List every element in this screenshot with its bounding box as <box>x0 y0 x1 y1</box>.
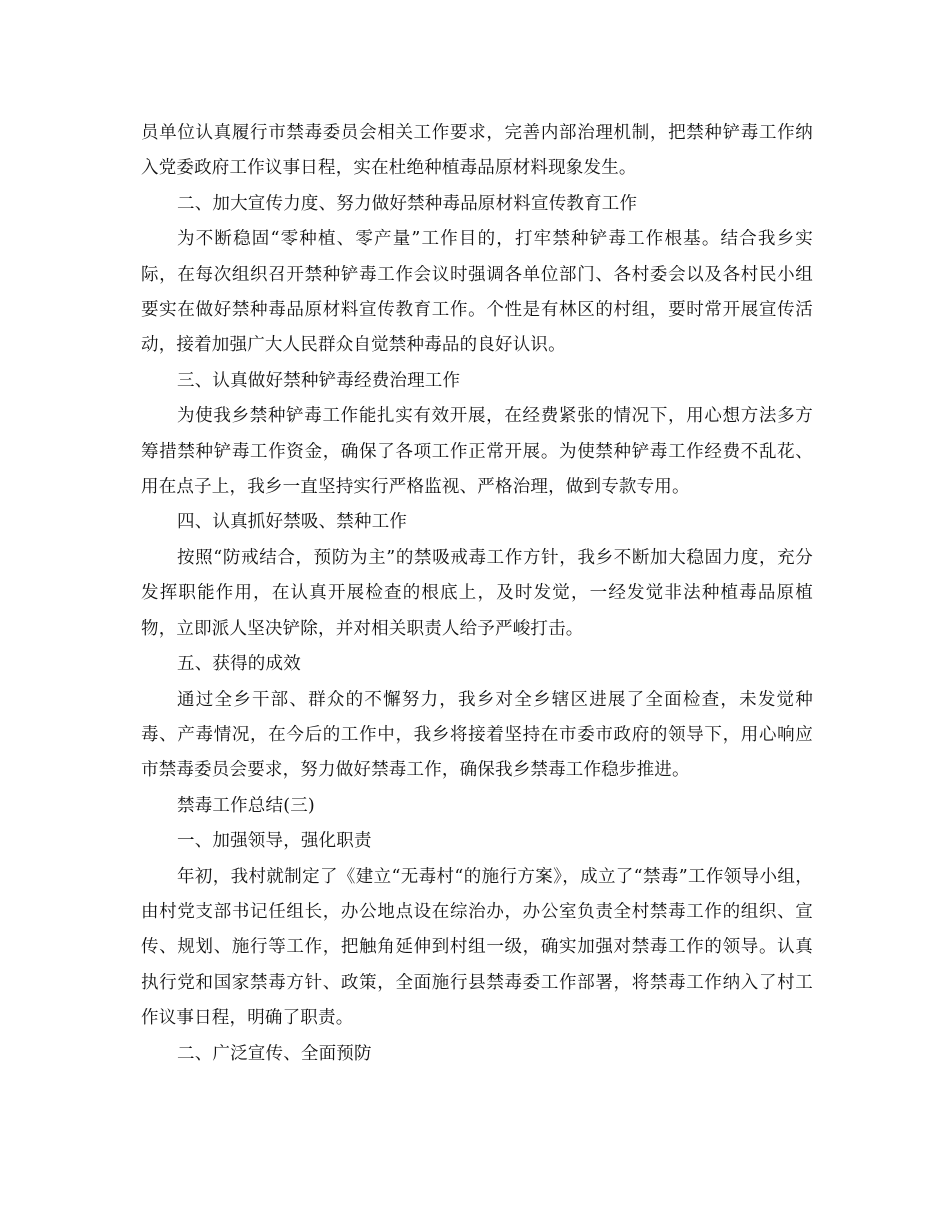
document-subtitle: 禁毒工作总结(三) <box>177 795 315 816</box>
section-heading-2b: 二、广泛宣传、全面预防 <box>177 1043 372 1064</box>
paragraph: 按照“防戒结合，预防为主”的禁吸戒毒工作方针，我乡不断加大稳固力度，充分发挥职能作用，在认真开展检查的根底上，及时发觉，一经发觉非法种植毒品原植物，立即派人坚决铲除，并对相关职责人给予严峻打击。 <box>141 547 813 639</box>
document-body <box>141 116 813 1072</box>
paragraph: 为使我乡禁种铲毒工作能扎实有效开展，在经费紧张的情况下，用心想方法多方筹措禁种铲毒工作资金，确保了各项工作正常开展。为使禁种铲毒工作经费不乱花、用在点子上，我乡一直坚持实行严格监视、严格治理，做到专款专用。 <box>141 406 813 498</box>
paragraph: 年初，我村就制定了《建立“无毒村“的施行方案》，成立了“禁毒”工作领导小组，由村党支部书记任组长，办公地点设在综治办，办公室负责全村禁毒工作的组织、宣传、规划、施行等工作，把触角延伸到村组一级，确实加强对禁毒工作的领导。认真执行党和国家禁毒方针、政策，全面施行县禁毒委工作部署，将禁毒工作纳入了村工作议事日程，明确了职责。 <box>141 866 813 1029</box>
section-heading-5: 五、获得的成效 <box>177 654 301 675</box>
section-heading-3: 三、认真做好禁种铲毒经费治理工作 <box>177 370 461 391</box>
section-heading-4: 四、认真抓好禁吸、禁种工作 <box>177 512 408 533</box>
paragraph: 为不断稳固“零种植、零产量”工作目的，打牢禁种铲毒工作根基。结合我乡实际，在每次组织召开禁种铲毒工作会议时强调各单位部门、各村委会以及各村民小组要实在做好禁种毒品原材料宣传教育工作。个性是有林区的村组，要时常开展宣传活动，接着加强广大人民群众自觉禁种毒品的良好认识。 <box>141 229 813 356</box>
paragraph-continuation: 员单位认真履行市禁毒委员会相关工作要求，完善内部治理机制，把禁种铲毒工作纳入党委政府工作议事日程，实在杜绝种植毒品原材料现象发生。 <box>141 123 813 179</box>
section-heading-1: 一、加强领导，强化职责 <box>177 831 372 852</box>
paragraph: 通过全乡干部、群众的不懈努力，我乡对全乡辖区进展了全面检查，未发觉种毒、产毒情况，在今后的工作中，我乡将接着坚持在市委市政府的领导下，用心响应市禁毒委员会要求，努力做好禁毒工作，确保我乡禁毒工作稳步推进。 <box>141 689 813 781</box>
section-heading-2: 二、加大宣传力度、努力做好禁种毒品原材料宣传教育工作 <box>177 193 638 214</box>
